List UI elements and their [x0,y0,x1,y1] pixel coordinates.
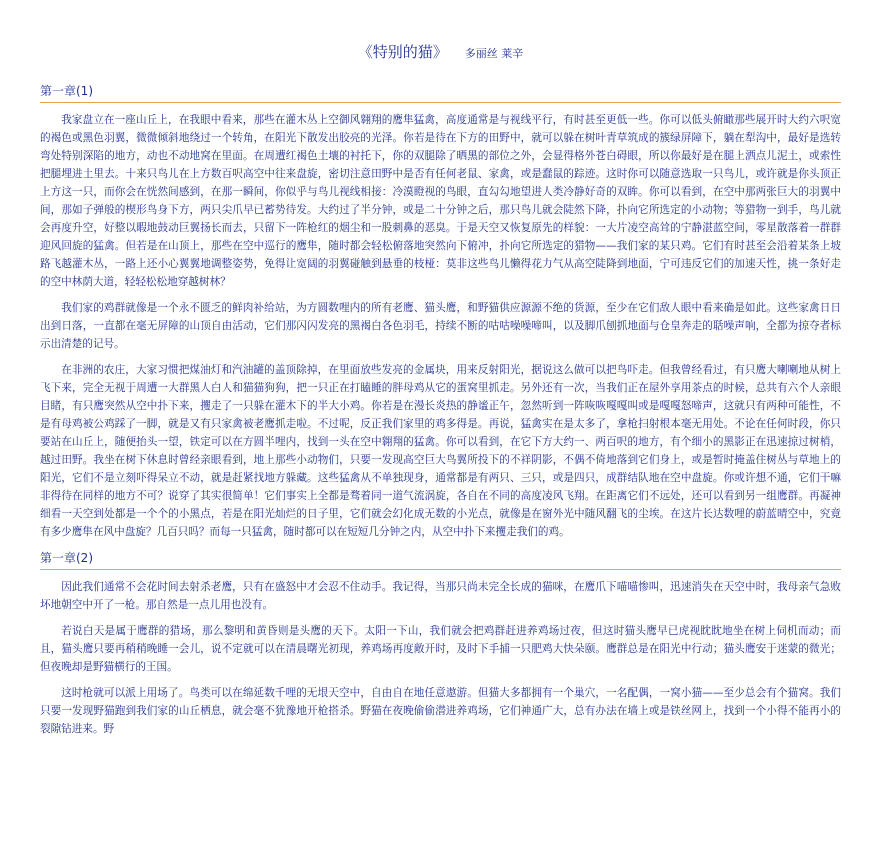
paragraph: 这时枪就可以派上用场了。鸟类可以在绵延数千哩的无垠天空中，自由自在地任意遨游。但猫大多都拥有一个巢穴，一名配偶，一窝小猫——至少总会有个猫窝。我们只要一发现野猫跑到我们家的山丘栖息，就会毫不犹豫地开枪搭杀。野猫在夜晚偷偷潜进养鸡场，它们神通广大，总有办法在墙上或是铁丝网上，找到一个小得不能再小的裂隙钻进来。野 [40,687,841,735]
chapter-section-1 [40,82,841,541]
paragraph: 因此我们通常不会花时间去射杀老鹰，只有在盛怒中才会忍不住动手。我记得，当那只尚未完全长成的猫咪，在鹰爪下喵喵惨叫，迅速消失在天空中时，我母亲气急败坏地朝空中开了一枪。那自然是一点儿用也没有。 [40,581,841,611]
paragraph: 我家盘立在一座山丘上，在我眼中看来，那些在灌木丛上空御风翱翔的鹰隼猛禽，高度通常是与视线平行，有时甚至更低一些。你可以低头俯瞰那些展开时大约六呎宽的褐色或黑色羽翼，微微倾斜地绕过一个转角，在阳光下散发出胶亮的光泽。你若是待在下方的田野中，就可以躲在树叶青草筑成的簇绿屏障下，躺在犁沟中，最好是选转弯处特别深陷的地方，动也不动地窝在里面。在周遭红褐色土壤的衬托下，你的双腿除了晒黑的部位之外，会显得格外苍白碍眼，所以你最好是在腿上洒点儿泥土，或索性把腿埋进土里去。十来只鸟儿在上方数百呎高空中往来盘旋，密切注意田野中是否有任何老鼠、家禽，或是蠢鼠的踪迹。这时你可以随意选取一只鸟儿，或许就是你头顶正上方这一只，而你会在恍然间感到，在那一瞬间，你似乎与鸟儿视线相接：冷漠瞪视的鸟眼，直勾勾地望进人类冷静好奇的双眸。你可以看到，在空中那两张巨大的羽翼中间，那如子弹般的楔形鸟身下方，两只尖爪早已蓄势待发。大约过了半分钟，或是二十分钟之后，那只鸟儿就会陡然下降，扑向它所选定的小动物；等猎物一到手，鸟儿就会再度升空，好整以暇地鼓动巨翼扬长而去，只留下一阵枪红的烟尘和一股刺鼻的恶臭。于是天空又恢复原先的样貌：一大片凌空高耸的宁静湛蓝空间，零星散落着一群群迎风回旋的猛禽。但若是在山顶上，那些在空中巡行的鹰隼，随时都会轻松俯落地突然向下俯冲，扑向它所选定的猎物——我们家的某只鸡。它们有时甚至会沿着某条上坡路飞越灌木丛，一路上还小心翼翼地调整姿势，免得让宽阔的羽翼碰触到悬垂的枝桠：莫非这些鸟儿懒得花力气从高空陡降到地面，宁可违反它们的加速天性，挑一条好走的空中林荫大道，轻轻松松地穿越树林？ [40,114,841,288]
book-title: 《特别的猫》 [357,43,448,61]
book-author: 多丽丝 莱辛 [464,47,524,60]
paragraph: 我们家的鸡群就像是一个永不匮乏的鲜肉补给站，为方圆数哩内的所有老鹰、猫头鹰，和野猫供应源源不绝的货源，至少在它们敌人眼中看来确是如此。这些家禽日日出到日落，一直都在毫无屏障的山顶自由活动，它们那闪闪发亮的黑褐白各色羽毛，持续不断的咕咕噪噪啼叫，以及脚爪刨抓地面与仓皇奔走的聒噪声响，全都为掠夺者标示出清楚的记号。 [40,302,841,350]
paragraph: 若说白天是属于鹰群的猎场，那么黎明和黄昏则是头鹰的天下。太阳一下山，我们就会把鸡群赶进养鸡场过夜，但这时猫头鹰早已虎视眈眈地坐在树上伺机而动；而且，猫头鹰只要再稍稍晚睡一会儿，说不定就可以在清晨曙光初现，养鸡场再度敞开时，及时下手捕一只肥鸡大快朵颐。鹰群总是在阳光中行动；猫头鹰安于迷蒙的微光；但夜晚却是野猫横行的王国。 [40,625,841,673]
chapter-heading: 第一章(1) [40,82,841,103]
chapter-heading: 第一章(2) [40,549,841,570]
title-row [40,40,841,66]
paragraph: 在非洲的农庄，大家习惯把煤油灯和汽油罐的盖顶除掉，在里面放些发亮的金属块，用来反射阳光，据说这么做可以把鸟吓走。但我曾经看过，有只鹰大喇喇地从树上飞下来，完全无视于周遭一大群黑人白人和猫猫狗狗，把一只正在打瞌睡的胖母鸡从它的蛋窝里抓走。另外还有一次，当我们正在屋外享用茶点的时候，总共有六个人亲眼目睹，有只鹰突然从空中扑下来，攫走了一只躲在灌木下的半大小鸡。你若是在漫长炎热的静谧正午，忽然听到一阵咴咴嘎嘎叫或是嘎嘎怒啼声，这就只有两种可能性，不是有母鸡被公鸡踩了一脚，就是又有只家禽被老鹰抓走啦。不过呢，反正我们家里的鸡多得是。再说，猛禽实在是太多了，拿枪扫射根本毫无用处。不论在任何时段，你只要站在山丘上，随便抬头一望，铁定可以在方圆半哩内，找到一头在空中翱翔的猛禽。你可以看到，在它下方大约一、两百呎的地方，有个细小的黑影正在迅速掠过树梢，越过田野。我坐在树下休息时曾经亲眼看到，地上那些小动物们，只要一发现高空巨大鸟翼所投下的不祥阴影，不偶不倚地落到它们身上，或是暂时掩盖住树丛与草地上的阳光，它们不是立刻吓得呆立不动，就是赶紧找地方躲藏。这些猛禽从不单独现身，通常都是有两只、三只，或是四只，成群结队地在空中盘旋。你或许想不通，它们干嘛非得待在同样的地方不可？说穿了其实很简单！它们事实上全都是骛着同一道气流涡旋，各自在不同的高度凌风飞翔。在距离它们不远处，还可以看到另一组鹰群。再凝神细看一天空到处都是一个个的小黑点，若是在阳光灿烂的日子里，它们就会幻化成无数的小光点，就像是在窗外光中随风翻飞的尘埃。在这片长达数哩的蔚蓝晴空中，究竟有多少鹰隼在风中盘旋？几百只吗？而每一只猛禽，随时都可以在短短几分钟之内，从空中扑下来攫走我们的鸡。 [40,364,841,538]
chapter-section-2 [40,549,841,738]
